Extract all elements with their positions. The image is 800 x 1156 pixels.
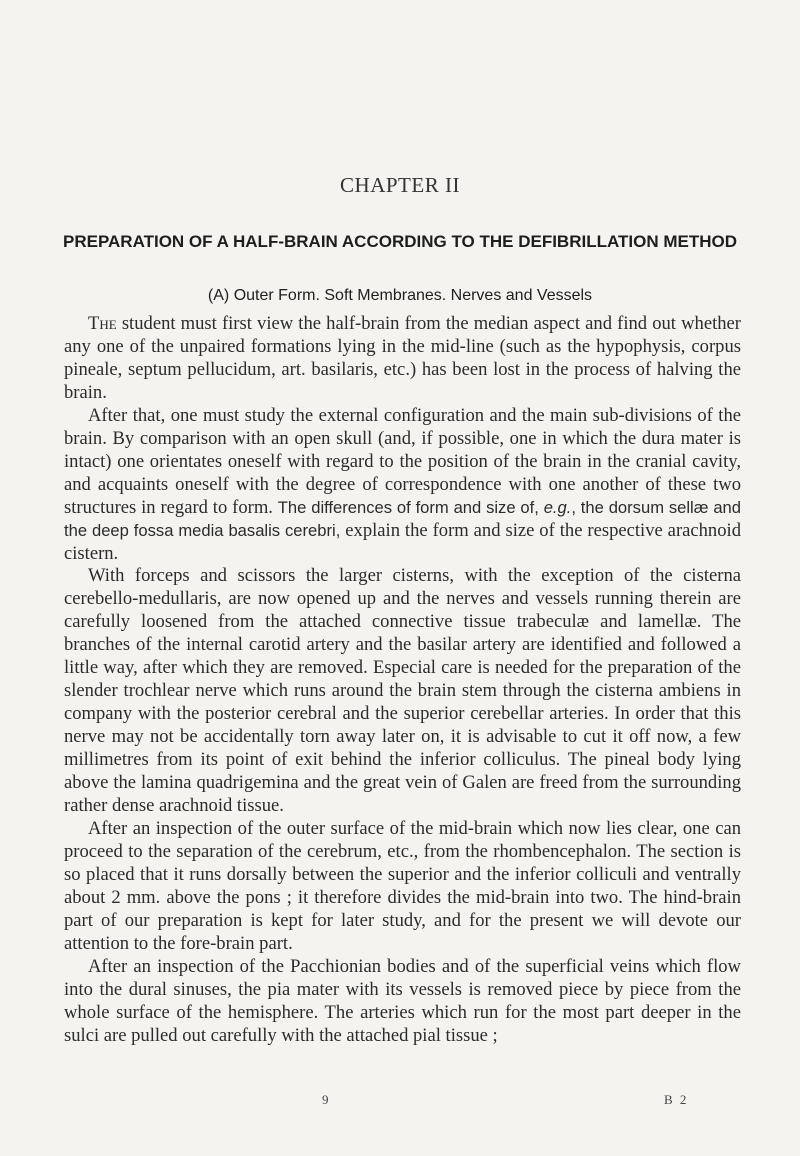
- paragraph-2-part-d: , the dorsum sellæ and the deep fossa media basalis cerebri,: [64, 497, 742, 540]
- page-number: 9: [322, 1092, 329, 1107]
- signature-mark: B 2: [664, 1092, 689, 1107]
- paragraph-2-part-b: The differences of form and size of,: [277, 497, 544, 517]
- chapter-title: PREPARATION OF A HALF-BRAIN ACCORDING TO THE DEFIBRILLATION METHOD: [63, 232, 737, 251]
- paragraph-1-text: student must first view the half-brain from the median aspect and find out whether any one of the unpaired formations lying in the mid-line (such as the hypophysis, corpus pineale, septum pellucidum, art. basilaris, etc.) has been lost in the process of halving the brain.: [64, 313, 741, 403]
- body-text: [64, 313, 741, 1048]
- paragraph-3: With forceps and scissors the larger cisterns, with the exception of the cisterna cerebello-medullaris, are now opened up and the nerves and vessels running therein are carefully loosened from the attached connective tissue trabeculæ and lamellæ. The branches of the internal carotid artery and the basilar artery are identified and followed a little way, after which they are removed. Especial care is needed for the preparation of the slender trochlear nerve which runs around the brain stem through the cisterna ambiens in company with the posterior cerebral and the superior cerebellar arteries. In order that this nerve may not be accidentally torn away later on, it is advisable to cut it off now, a few millimetres from its point of exit behind the inferior colliculus. The pineal body lying above the lamina quadrigemina and the great vein of Galen are freed from the surrounding rather dense arachnoid tissue.: [64, 565, 741, 817]
- paragraph-4: After an inspection of the outer surface of the mid-brain which now lies clear, one can proceed to the separation of the cerebrum, etc., from the rhombencephalon. The section is so placed that it runs dorsally between the superior and the inferior colliculi and ventrally about 2 mm. above the pons ; it therefore divides the mid-brain into two. The hind-brain part of our preparation is kept for later study, and for the present we will devote our attention to the fore-brain part.: [64, 817, 741, 954]
- paragraph-5: After an inspection of the Pacchionian bodies and of the superficial veins which flow into the dural sinuses, the pia mater with its vessels is removed piece by piece from the whole surface of the hemisphere. The arteries which run for the most part deeper in the sulci are pulled out carefully with the attached pial tissue ;: [64, 955, 741, 1046]
- paragraph-2: [64, 405, 741, 566]
- paragraph-2-part-e: explain the form and size of the respective arachnoid cistern.: [64, 519, 741, 564]
- paragraph-1: [64, 313, 741, 405]
- chapter-heading: CHAPTER II: [340, 173, 460, 197]
- section-heading: (A) Outer Form. Soft Membranes. Nerves and Vessels: [207, 287, 593, 304]
- paragraph-2-part-c: e.g.: [543, 497, 572, 517]
- paragraph-2-part-a: After that, one must study the external configuration and the main sub-divisions of the brain. By comparison with an open skull (and, if possible, one in which the dura mater is intact) one orientates oneself with regard to the position of the brain in the cranial cavity, and acquaints oneself with the degree of correspondence with one another of these two structures in regard to form.: [64, 404, 741, 518]
- paragraph-1-lead: The: [88, 313, 117, 334]
